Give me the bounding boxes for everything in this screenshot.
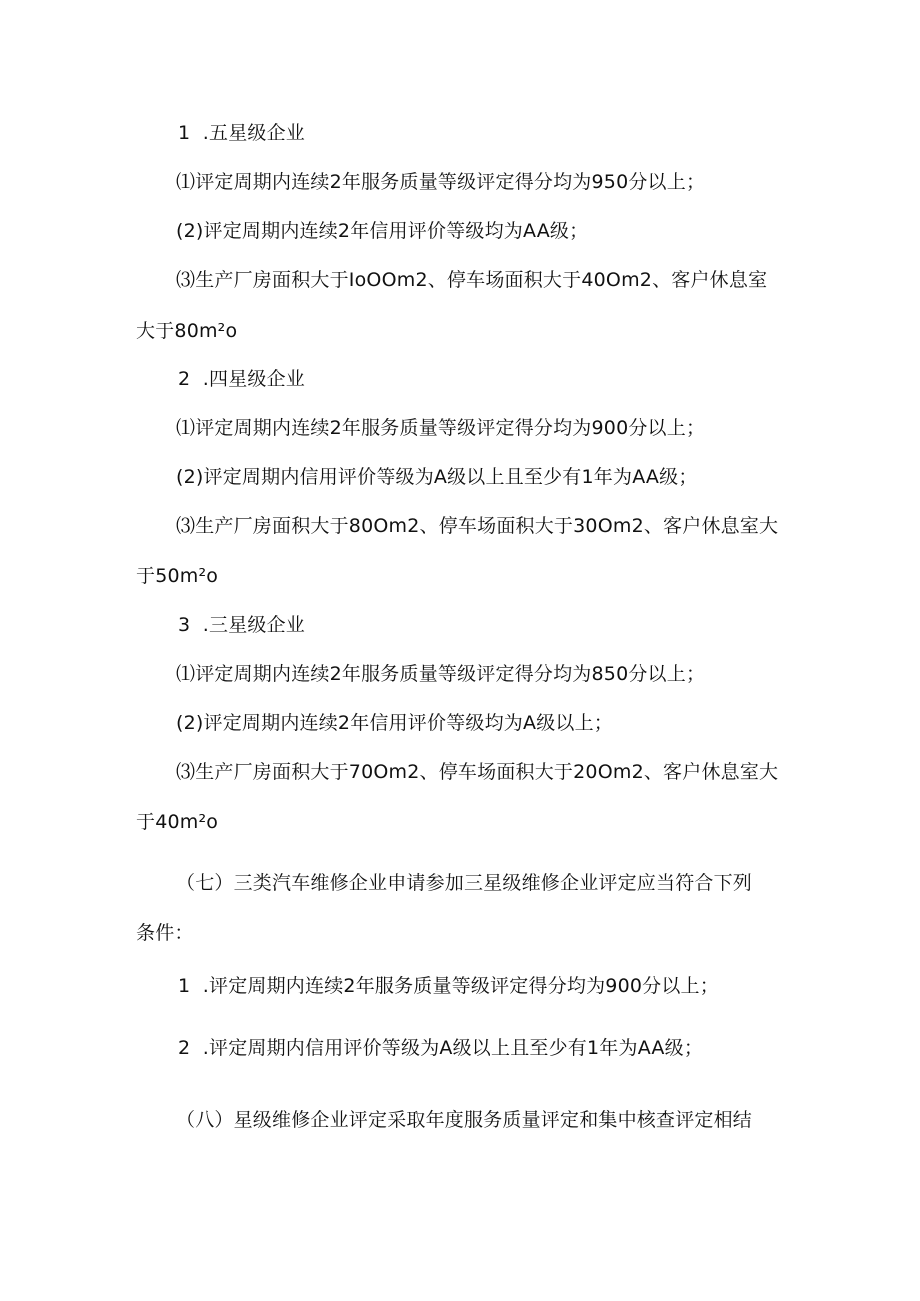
four-star-item-3-cont: 于50m²o: [136, 565, 219, 587]
four-star-item-3: ⑶生产厂房面积大于80Om2、停车场面积大于30Om2、客户休息室大: [176, 515, 779, 537]
section-seven-item-2: 2 .评定周期内信用评价等级为A级以上且至少有1年为AA级；: [178, 1037, 704, 1059]
five-star-item-1: ⑴评定周期内连续2年服务质量等级评定得分均为950分以上；: [176, 171, 706, 193]
five-star-item-3: ⑶生产厂房面积大于IoOOm2、停车场面积大于40Om2、客户休息室: [176, 269, 768, 291]
four-star-item-2: (2)评定周期内信用评价等级为A级以上且至少有1年为AA级；: [176, 466, 698, 488]
five-star-item-2: (2)评定周期内连续2年信用评价等级均为AA级；: [176, 220, 589, 242]
three-star-item-2: (2)评定周期内连续2年信用评价等级均为A级以上；: [176, 712, 614, 734]
section-seven-item-1: 1 .评定周期内连续2年服务质量等级评定得分均为900分以上；: [178, 975, 719, 997]
three-star-item-3-cont: 于40m²o: [136, 811, 219, 833]
section-seven-paragraph: （七）三类汽车维修企业申请参加三星级维修企业评定应当符合下列: [176, 872, 753, 894]
five-star-item-3-cont: 大于80m²o: [136, 320, 238, 342]
three-star-item-3: ⑶生产厂房面积大于70Om2、停车场面积大于20Om2、客户休息室大: [176, 761, 779, 783]
heading-four-star: 2 .四星级企业: [178, 368, 306, 390]
heading-three-star: 3 .三星级企业: [178, 614, 306, 636]
section-seven-paragraph-cont: 条件：: [136, 922, 194, 944]
four-star-item-1: ⑴评定周期内连续2年服务质量等级评定得分均为900分以上；: [176, 417, 706, 439]
three-star-item-1: ⑴评定周期内连续2年服务质量等级评定得分均为850分以上；: [176, 663, 706, 685]
section-eight-paragraph: （八）星级维修企业评定采取年度服务质量评定和集中核查评定相结: [176, 1109, 753, 1131]
heading-five-star: 1 .五星级企业: [178, 122, 306, 144]
